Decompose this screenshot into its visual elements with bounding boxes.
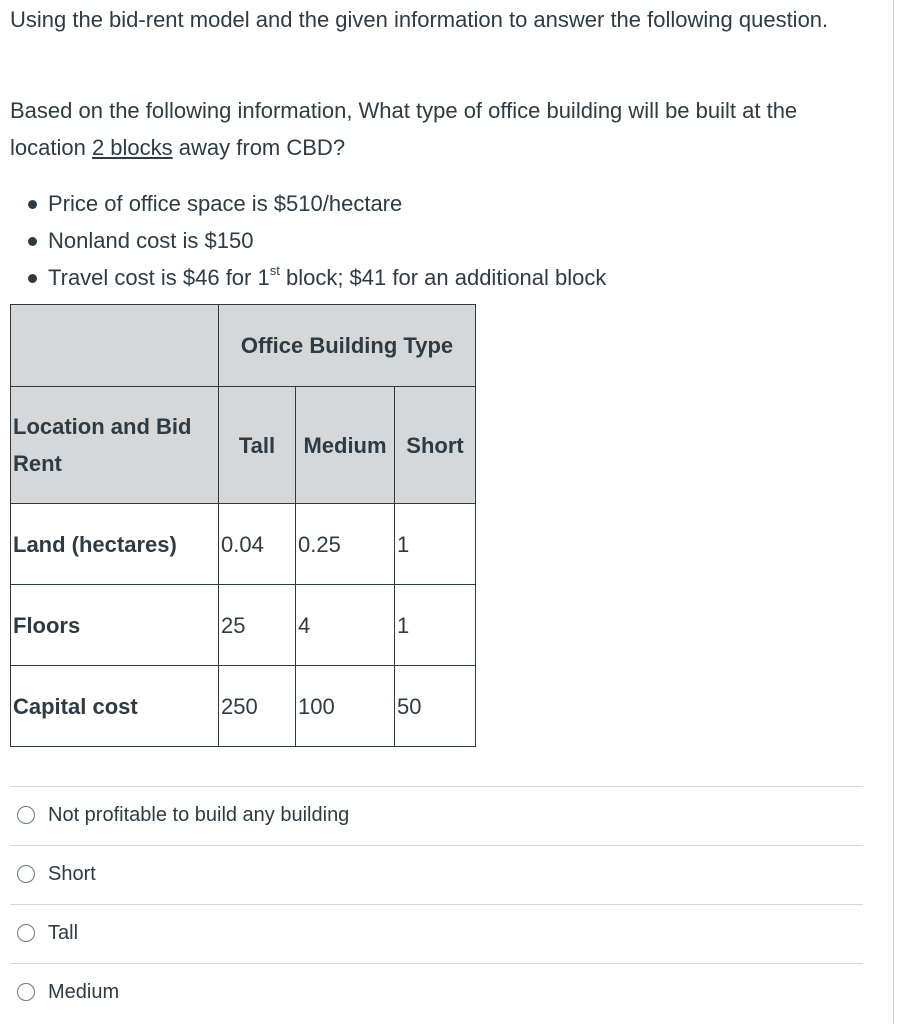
radio-button[interactable] [17, 806, 35, 824]
question-intro: Using the bid-rent model and the given information to answer the following question. [10, 7, 829, 32]
travel-text-part1: Travel cost is $46 for 1 [48, 265, 270, 290]
cell-floors-medium: 4 [296, 585, 395, 666]
table-header-row [11, 305, 476, 387]
row-label-floors: Floors [11, 585, 219, 666]
column-header-tall: Tall [219, 387, 296, 504]
answer-label[interactable]: Not profitable to build any building [48, 804, 350, 826]
answer-option-short[interactable] [10, 845, 863, 904]
answer-option-not-profitable[interactable] [10, 786, 863, 845]
prompt-underlined-distance: 2 blocks [91, 135, 173, 160]
right-divider [893, 0, 894, 1024]
table-corner-cell [11, 305, 219, 387]
cell-capital-medium: 100 [296, 666, 395, 747]
cell-land-short: 1 [395, 504, 476, 585]
row-label-capital-cost: Capital cost [11, 666, 219, 747]
radio-button[interactable] [17, 983, 35, 1001]
cell-capital-tall: 250 [219, 666, 296, 747]
table-row [11, 504, 476, 585]
table-column-header-row [11, 387, 476, 504]
table-row-header: Location and Bid Rent [11, 387, 219, 504]
bullet-dot-icon [28, 237, 37, 246]
cell-floors-tall: 25 [219, 585, 296, 666]
cell-capital-short: 50 [395, 666, 476, 747]
prompt-text-after: away from CBD? [172, 135, 346, 160]
bullet-dot-icon [28, 274, 37, 283]
prompt-text-before: Based on the following information, What type of office building will be built at the location [10, 98, 798, 160]
cell-floors-short: 1 [395, 585, 476, 666]
travel-text-part2: block; $41 for an additional block [279, 265, 607, 290]
column-header-medium: Medium [296, 387, 395, 504]
cell-land-tall: 0.04 [219, 504, 296, 585]
row-label-land: Land (hectares) [11, 504, 219, 585]
table-top-header: Office Building Type [219, 305, 476, 387]
radio-button[interactable] [17, 924, 35, 942]
answer-choices [10, 786, 863, 1022]
question-prompt [10, 92, 870, 166]
table-row [11, 585, 476, 666]
bullet-text: Price of office space is $510/hectare [48, 191, 403, 216]
answer-option-medium[interactable] [10, 963, 863, 1022]
bullet-text: Nonland cost is $150 [48, 228, 254, 253]
table-row [11, 666, 476, 747]
answer-label[interactable]: Short [48, 863, 96, 885]
bullet-office-price [10, 185, 606, 222]
answer-option-tall[interactable] [10, 904, 863, 963]
bullet-dot-icon [28, 200, 37, 209]
column-header-short: Short [395, 387, 476, 504]
travel-superscript: st [269, 262, 280, 278]
answer-label[interactable]: Medium [48, 981, 120, 1003]
bullet-travel-cost [10, 259, 606, 296]
bullet-nonland-cost [10, 222, 606, 259]
given-information-list [10, 185, 606, 296]
answer-label[interactable]: Tall [48, 922, 79, 944]
office-building-table [10, 304, 476, 747]
cell-land-medium: 0.25 [296, 504, 395, 585]
radio-button[interactable] [17, 865, 35, 883]
